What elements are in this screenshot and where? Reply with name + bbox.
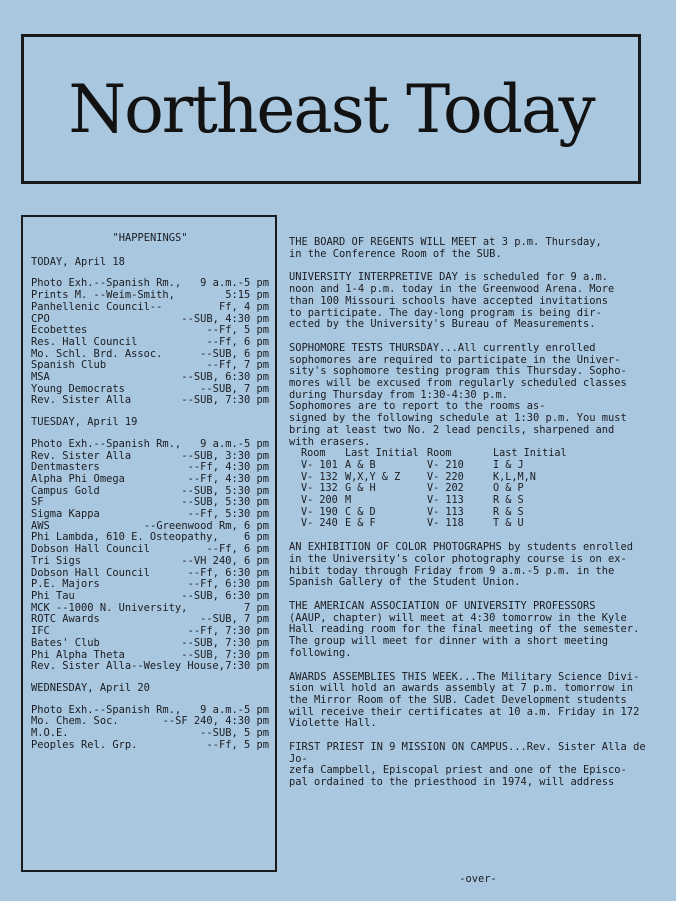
- calendar-event: [31, 395, 269, 407]
- event-time: --Ff, 5 pm: [206, 738, 269, 751]
- event-time: --SUB, 6 pm: [200, 347, 269, 360]
- event-name: Prints M. --Weim-Smith,: [31, 290, 175, 302]
- event-name: MCK --1000 N. University,: [31, 602, 188, 614]
- event-time: 9 a.m.-5 pm: [200, 277, 269, 290]
- room-table-row: [289, 518, 667, 530]
- event-time: 9 a.m.-5 pm: [200, 437, 269, 450]
- event-name: Photo Exh.--Spanish Rm.,: [31, 704, 182, 716]
- room-table-cell: V- 113: [427, 495, 464, 507]
- event-time: --SUB, 7:30 pm: [181, 636, 269, 649]
- event-name: Photo Exh.--Spanish Rm.,: [31, 278, 182, 290]
- event-name: Rev. Sister Alla--Wesley House,: [31, 661, 225, 673]
- event-time: --VH 240, 6 pm: [181, 554, 269, 567]
- room-table-cell: C & D: [345, 506, 376, 518]
- room-table-cell: V- 118: [427, 518, 464, 530]
- event-time: --Ff, 6:30 pm: [187, 578, 269, 591]
- room-table-row: [289, 460, 667, 472]
- event-time: --Ff, 6 pm: [206, 543, 269, 556]
- room-table-cell: V- 240: [301, 518, 338, 530]
- calendar-day-label: TUESDAY, April 19: [31, 416, 138, 429]
- calendar-event: [31, 591, 269, 603]
- event-time: --SUB, 7 pm: [200, 613, 269, 626]
- room-table-cell: V- 132: [301, 471, 338, 483]
- article-color-photo-exhibition: AN EXHIBITION OF COLOR PHOTOGRAPHS by students enrolled in the University's color photography course is on ex- hibit today through Friday from 9 a.m.-5 p.m. in the Spanish Gallery of the Student Union.: [289, 541, 634, 589]
- room-table-row: [289, 472, 667, 484]
- event-name: Dobson Hall Council: [31, 544, 150, 556]
- room-table-cell: V- 190: [301, 506, 338, 518]
- room-table-cell: M: [345, 495, 352, 507]
- article-sophomore-instructions: Sophomores are to report to the rooms as- signed by the following schedule at 1:30 p.m. You must bring at least two No. 2 lead pencils, sharpened and with erasers.: [289, 400, 627, 448]
- event-name: SF: [31, 497, 44, 509]
- event-name: Bates' Club: [31, 637, 100, 649]
- calendar-event: [31, 372, 269, 384]
- event-time: 5:15 pm: [225, 289, 269, 302]
- event-name: CPO: [31, 313, 50, 325]
- event-time: Ff, 4 pm: [218, 300, 269, 313]
- event-time: --SF 240, 4:30 pm: [162, 715, 269, 728]
- event-name: IFC: [31, 626, 50, 638]
- room-table-cell: O & P: [493, 483, 524, 495]
- room-table-header-cell: Last Initial: [345, 448, 419, 460]
- event-time: --SUB, 6:30 pm: [181, 371, 269, 384]
- event-name: Dobson Hall Council: [31, 567, 150, 579]
- event-time: --SUB, 7:30 pm: [181, 394, 269, 407]
- article-interpretive-day: UNIVERSITY INTERPRETIVE DAY is scheduled for 9 a.m. noon and 1-4 p.m. today in the Greenwood Arena. More than 100 Missouri schools have accepted invitations to participate. The day-long program is being dir- ected by the University's Bureau of Measurements.: [289, 271, 615, 331]
- happenings-calendar: [21, 215, 277, 872]
- event-time: --SUB, 6:30 pm: [181, 589, 269, 602]
- room-table-cell: V- 101: [301, 459, 338, 471]
- calendar-event: [31, 740, 269, 752]
- event-time: --Ff, 5 pm: [206, 324, 269, 337]
- event-name: P.E. Majors: [31, 579, 100, 591]
- event-name: Res. Hall Council: [31, 336, 138, 348]
- event-time: --SUB, 4:30 pm: [181, 312, 269, 325]
- room-table-cell: W,X,Y & Z: [345, 471, 401, 483]
- event-name: MSA: [31, 372, 50, 384]
- room-table-header-cell: Room: [427, 448, 452, 460]
- room-table-cell: R & S: [493, 506, 524, 518]
- room-table-header-cell: Last Initial: [493, 448, 567, 460]
- room-table-cell: V- 113: [427, 506, 464, 518]
- article-board-of-regents: THE BOARD OF REGENTS WILL MEET at 3 p.m. Thursday, in the Conference Room of the SUB.: [289, 236, 602, 260]
- event-time: 7 pm: [243, 601, 269, 614]
- room-table-row: [289, 495, 667, 507]
- event-time: --Ff, 4:30 pm: [187, 472, 269, 485]
- event-name: Photo Exh.--Spanish Rm.,: [31, 438, 182, 450]
- event-name: Campus Gold: [31, 485, 100, 497]
- room-table-cell: I & J: [493, 459, 524, 471]
- masthead: [21, 34, 641, 184]
- room-table-cell: A & B: [345, 459, 376, 471]
- room-table-row: [289, 507, 667, 519]
- event-time: --Ff, 4:30 pm: [187, 461, 269, 474]
- room-table-cell: T & U: [493, 518, 524, 530]
- calendar-event: [31, 661, 269, 673]
- event-time: --SUB, 5:30 pm: [181, 484, 269, 497]
- calendar-event: [31, 439, 269, 451]
- event-name: Panhellenic Council--: [31, 301, 163, 313]
- event-name: Peoples Rel. Grp.: [31, 739, 138, 751]
- event-name: Spanish Club: [31, 360, 107, 372]
- room-table-cell: K,L,M,N: [493, 471, 536, 483]
- event-time: 6 pm: [243, 531, 269, 544]
- event-time: --Ff, 5:30 pm: [187, 508, 269, 521]
- event-name: Sigma Kappa: [31, 509, 100, 521]
- article-aaup-meeting: THE AMERICAN ASSOCIATION OF UNIVERSITY PROFESSORS (AAUP, chapter) will meet at 4:30 tomorrow in the Kyle Hall reading room for the final meeting of the semester. The group will meet for dinner with a short meeting following.: [289, 599, 640, 659]
- room-table-cell: V- 220: [427, 471, 464, 483]
- room-assignment-table: [289, 448, 667, 530]
- room-table-cell: V- 202: [427, 483, 464, 495]
- calendar-day-label: WEDNESDAY, April 20: [31, 681, 150, 694]
- event-name: Tri Sigs: [31, 555, 82, 567]
- calendar-event: [31, 474, 269, 486]
- event-name: Mo. Schl. Brd. Assoc.: [31, 348, 163, 360]
- room-table-cell: V- 132: [301, 483, 338, 495]
- event-name: Phi Alpha Theta: [31, 649, 125, 661]
- calendar-event: [31, 509, 269, 521]
- article-sophomore-tests: SOPHOMORE TESTS THURSDAY...All currently enrolled sophomores are required to participate in the Univer- sity's sophomore testing program this Thursday. Sopho- mores will be excused from regularly scheduled classes during Thursday from 1:30-4:30 p.m.: [289, 341, 627, 401]
- event-time: --SUB, 3:30 pm: [181, 449, 269, 462]
- calendar-event: [31, 337, 269, 349]
- room-table-row: [289, 483, 667, 495]
- event-time: --Ff, 7:30 pm: [187, 625, 269, 638]
- event-name: Rev. Sister Alla: [31, 450, 132, 462]
- event-name: Rev. Sister Alla: [31, 395, 132, 407]
- room-table-cell: V- 200: [301, 495, 338, 507]
- event-time: --Ff, 6 pm: [206, 335, 269, 348]
- calendar-event: [31, 728, 269, 740]
- newsletter-title: Northeast Today: [68, 70, 594, 148]
- event-name: Young Democrats: [31, 383, 125, 395]
- event-time: --Greenwood Rm, 6 pm: [143, 519, 269, 532]
- event-name: M.O.E.: [31, 728, 69, 740]
- room-table-cell: V- 210: [427, 459, 464, 471]
- event-time: 9 a.m.-5 pm: [200, 703, 269, 716]
- article-awards-assemblies: AWARDS ASSEMBLIES THIS WEEK...The Military Science Divi- sion will hold an awards assembly at 7 p.m. tomorrow in the Mirror Room of the SUB. Cadet Development students will receive their certificates at 10 a.m. Friday in 172 Violette Hall.: [289, 670, 640, 730]
- calendar-day: [31, 417, 269, 673]
- event-time: --SUB, 5 pm: [200, 727, 269, 740]
- event-name: Phi Tau: [31, 590, 75, 602]
- announcements-column: [289, 237, 667, 801]
- calendar-event: [31, 556, 269, 568]
- event-name: ROTC Awards: [31, 614, 100, 626]
- calendar-heading: "HAPPENINGS": [112, 232, 188, 244]
- event-name: Alpha Phi Omega: [31, 473, 125, 485]
- calendar-event: [31, 521, 269, 533]
- event-time: --Ff, 6:30 pm: [187, 566, 269, 579]
- event-name: AWS: [31, 520, 50, 532]
- calendar-event: [31, 638, 269, 650]
- room-table-cell: G & H: [345, 483, 376, 495]
- event-name: Dentmasters: [31, 462, 100, 474]
- room-table-cell: R & S: [493, 495, 524, 507]
- event-name: Ecobettes: [31, 325, 88, 337]
- calendar-day-label: TODAY, April 18: [31, 255, 125, 268]
- room-table-cell: E & F: [345, 518, 376, 530]
- calendar-day: [31, 683, 269, 752]
- room-table-header-cell: Room: [301, 448, 326, 460]
- room-table-header: [289, 448, 667, 460]
- event-time: --Ff, 7 pm: [206, 359, 269, 372]
- event-name: Mo. Chem. Soc.: [31, 716, 119, 728]
- event-time: --SUB, 7 pm: [200, 382, 269, 395]
- event-time: --SUB, 7:30 pm: [181, 648, 269, 661]
- event-time: 7:30 pm: [225, 660, 269, 673]
- event-time: --SUB, 5:30 pm: [181, 496, 269, 509]
- event-name: Phi Lambda, 610 E. Osteopathy,: [31, 532, 219, 544]
- calendar-day: [31, 257, 269, 407]
- page-footer-over: -over-: [459, 873, 497, 885]
- calendar-event: [31, 302, 269, 314]
- article-priest-on-campus: FIRST PRIEST IN 9 MISSION ON CAMPUS...Rev. Sister Alla de Jo- zefa Campbell, Episcopal priest and one of the Episco- pal ordained to the priesthood in 1974, will address: [289, 741, 646, 789]
